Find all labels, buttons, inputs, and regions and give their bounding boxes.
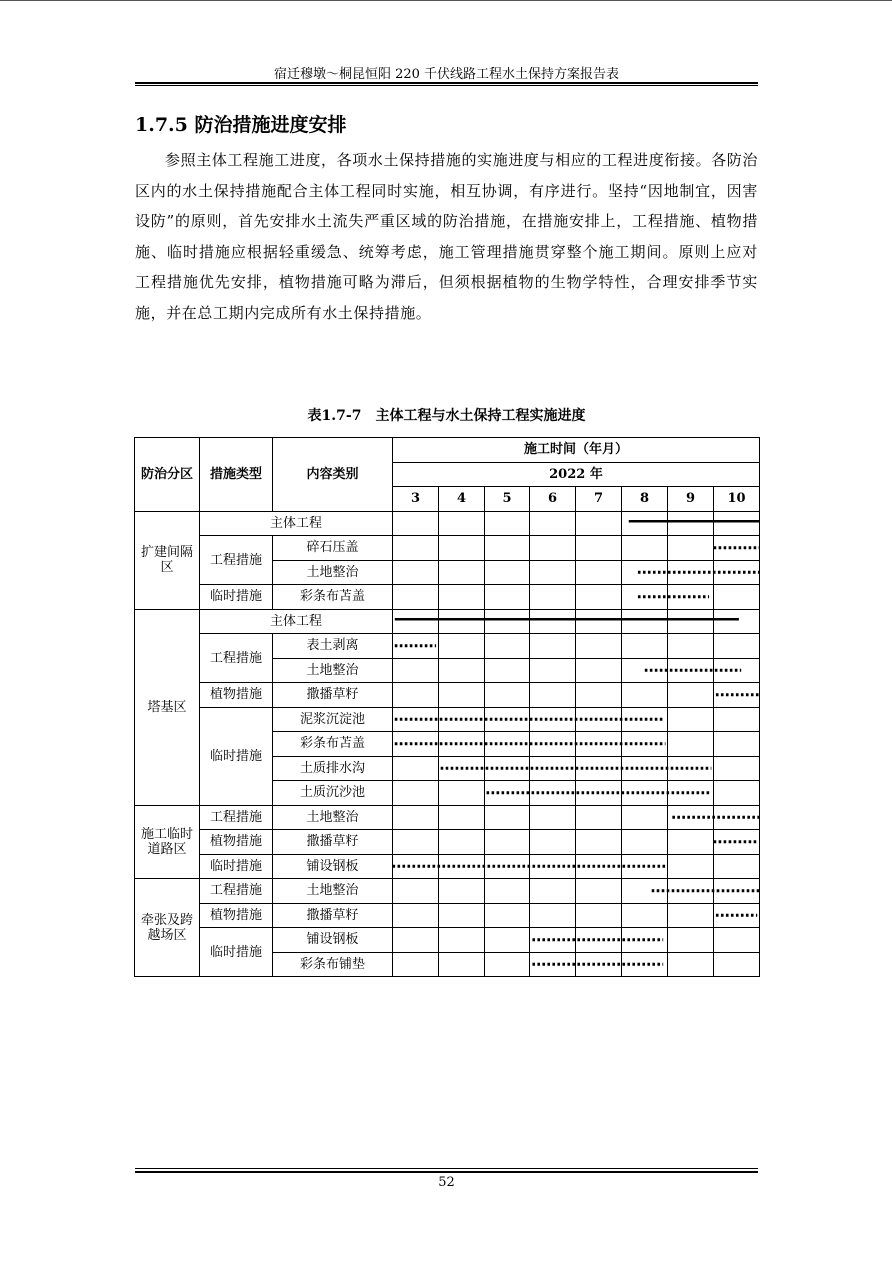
- content-cell: 彩条布苫盖: [273, 585, 393, 610]
- table-row: [135, 854, 760, 879]
- table-row: [135, 536, 760, 561]
- schedule-table: [134, 437, 760, 977]
- table-row: [135, 830, 760, 855]
- zone-cell: 塔基区: [135, 609, 200, 805]
- table-row: [135, 805, 760, 830]
- header-zone: 防治分区: [135, 438, 200, 512]
- month-header: 10: [714, 487, 760, 512]
- table-row: [135, 707, 760, 732]
- footer-rule-thin: [135, 1168, 758, 1169]
- month-header: 3: [393, 487, 439, 512]
- content-cell: 撒播草籽: [273, 830, 393, 855]
- content-cell: 土地整治: [273, 805, 393, 830]
- measure-type-cell: 工程措施: [200, 634, 273, 683]
- table-row: [135, 585, 760, 610]
- content-cell: 土质排水沟: [273, 756, 393, 781]
- table-row: [135, 879, 760, 904]
- month-header: 9: [668, 487, 714, 512]
- content-cell: 彩条布铺垫: [273, 952, 393, 977]
- measure-type-cell: 植物措施: [200, 683, 273, 708]
- month-header: 7: [576, 487, 622, 512]
- measure-type-cell: 工程措施: [200, 879, 273, 904]
- content-cell: 铺设钢板: [273, 928, 393, 953]
- zone-cell: 扩建间隔区: [135, 511, 200, 609]
- measure-type-cell: 植物措施: [200, 830, 273, 855]
- table-row: [135, 903, 760, 928]
- content-cell: 土质沉沙池: [273, 781, 393, 806]
- zone-cell: 施工临时道路区: [135, 805, 200, 879]
- header-year: 2022 年: [393, 462, 760, 487]
- content-cell: 彩条布苫盖: [273, 732, 393, 757]
- header-rule-thin: [135, 85, 758, 86]
- table-row: [135, 683, 760, 708]
- header-measure-type: 措施类型: [200, 438, 273, 512]
- footer-rule: [135, 1171, 758, 1173]
- measure-type-cell: 临时措施: [200, 707, 273, 805]
- section-title: 1.7.5 防治措施进度安排: [135, 114, 347, 136]
- measure-type-cell: 工程措施: [200, 805, 273, 830]
- measure-type-cell: 临时措施: [200, 585, 273, 610]
- content-cell: 碎石压盖: [273, 536, 393, 561]
- content-cell: 撒播草籽: [273, 903, 393, 928]
- content-cell: 主体工程: [200, 609, 393, 634]
- month-header: 4: [439, 487, 485, 512]
- table-row: [135, 511, 760, 536]
- zone-cell: 牵张及跨越场区: [135, 879, 200, 977]
- month-header: 8: [622, 487, 668, 512]
- table-caption: 表1.7-7 主体工程与水土保持工程实施进度: [307, 408, 586, 424]
- running-header: 宿迁穆墩～桐昆恒阳 220 千伏线路工程水土保持方案报告表: [273, 67, 620, 82]
- table-row: [135, 928, 760, 953]
- content-cell: 土地整治: [273, 879, 393, 904]
- content-cell: 泥浆沉淀池: [273, 707, 393, 732]
- month-header: 5: [485, 487, 530, 512]
- table-row: [135, 634, 760, 659]
- measure-type-cell: 工程措施: [200, 536, 273, 585]
- header-time: 施工时间（年月）: [393, 438, 760, 463]
- table-row: [135, 609, 760, 634]
- page-top-border: [0, 0, 892, 1]
- content-cell: 土地整治: [273, 560, 393, 585]
- content-cell: 铺设钢板: [273, 854, 393, 879]
- measure-type-cell: 临时措施: [200, 854, 273, 879]
- content-cell: 主体工程: [200, 511, 393, 536]
- body-paragraph: 参照主体工程施工进度，各项水土保持措施的实施进度与相应的工程进度衔接。各防治区内的水土保持措施配合主体工程同时实施，相互协调，有序进行。坚持“因地制宜，因害设防”的原则，首先安排水土流失严重区域的防治措施，在措施安排上，工程措施、植物措施、临时措施应根据轻重缓急、统筹考虑，施工管理措施贯穿整个施工期间。原则上应对工程措施优先安排，植物措施可略为滞后，但须根据植物的生物学特性，合理安排季节实施，并在总工期内完成所有水土保持措施。: [135, 151, 758, 322]
- content-cell: 撒播草籽: [273, 683, 393, 708]
- content-cell: 土地整治: [273, 658, 393, 683]
- header-rule: [135, 82, 758, 84]
- header-content: 内容类别: [273, 438, 393, 512]
- measure-type-cell: 临时措施: [200, 928, 273, 977]
- month-header: 6: [530, 487, 576, 512]
- page-number: 52: [438, 1175, 455, 1190]
- measure-type-cell: 植物措施: [200, 903, 273, 928]
- content-cell: 表土剥离: [273, 634, 393, 659]
